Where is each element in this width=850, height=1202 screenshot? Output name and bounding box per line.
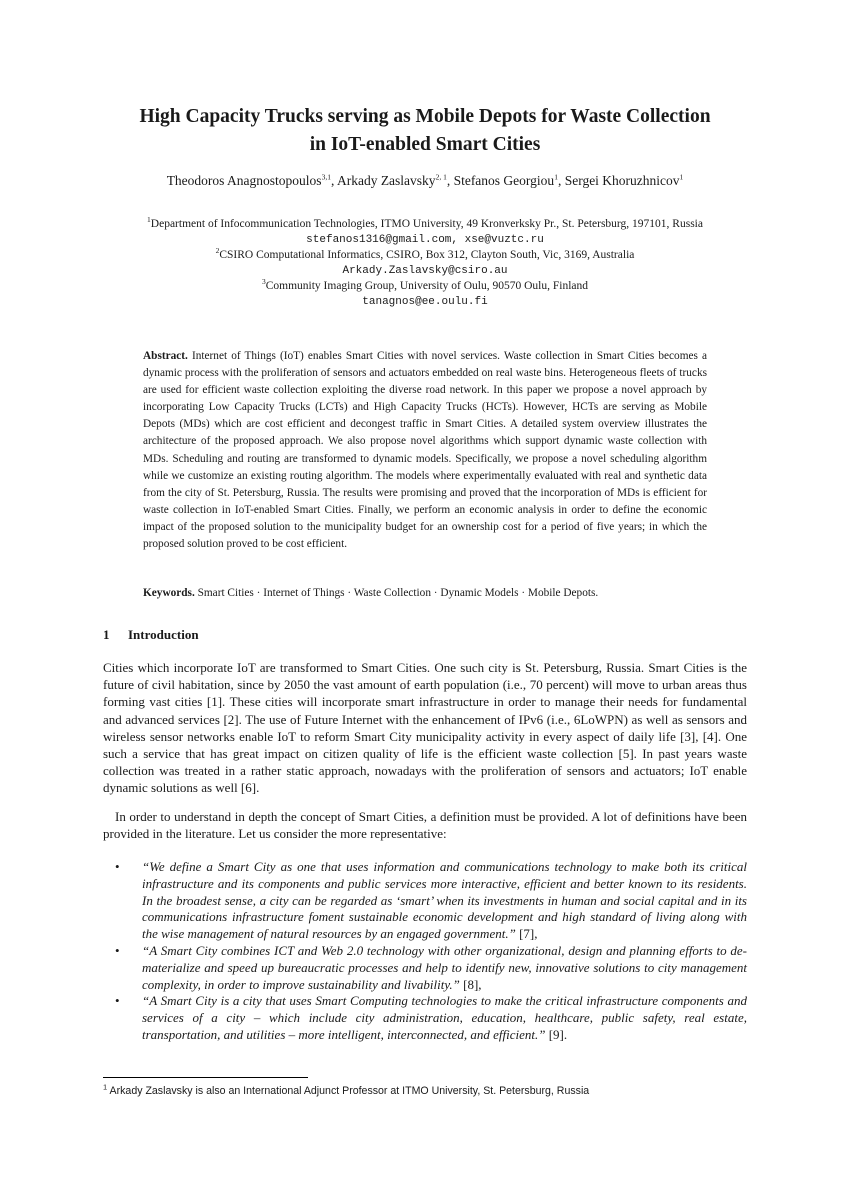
affil-mark: 3	[261, 277, 266, 287]
author-separator: ,	[446, 173, 454, 188]
abstract-label: Abstract.	[143, 350, 188, 362]
list-item	[103, 943, 747, 993]
affiliation-3	[60, 279, 790, 295]
affiliation-1	[60, 217, 790, 233]
affiliations	[60, 217, 790, 310]
list-item	[103, 993, 747, 1043]
title-line-2: in IoT-enabled Smart Cities	[309, 134, 541, 155]
affil-mark: 1	[147, 215, 151, 225]
quote-text: “We define a Smart City as one that uses information and communications technology to make both its critical infrastructure and its components and public services more interactive, efficient and better known to its residents. In the broadest sense, a city can be regarded as ‘smart’ when its investments in human and social capital and in its communications infrastructure foment sustainable economic development and high standard of living along with the wise management of natural resources by an engaged government.”	[142, 859, 747, 942]
keywords-label: Keywords.	[143, 587, 195, 599]
citation: [7],	[515, 926, 538, 942]
author-name: Arkady Zaslavsky	[336, 173, 436, 188]
author-affil-mark: 1	[554, 172, 558, 182]
affil-email[interactable]: Arkady.Zaslavsky@csiro.au	[342, 264, 508, 277]
quote-text: “A Smart City combines ICT and Web 2.0 technology with other organizational, design and planning efforts to de-materialize and speed up bureaucratic processes and help to identify new, innovative solutions to city management complexity, in order to improve sustainability and livability.”	[142, 942, 747, 992]
abstract-text: Internet of Things (IoT) enables Smart Cities with novel services. Waste collection in Smart Cities becomes a dynamic process with the proliferation of sensors and actuators embedded on real waste bins. Heterogeneous fleets of trucks are used for efficient waste collection exploiting the diverse road network. In this paper we propose a novel approach by incorporating Low Capacity Trucks (LCTs) and High Capacity Trucks (HCTs). However, HCTs are serving as Mobile Depots (MDs) which are cost efficient and decongest traffic in Smart Cities. A detailed system overview illustrates the architecture of the proposed approach. We also propose novel algorithms which support dynamic waste collection with MDs. Scheduling and routing are transformed to dynamic models. Specifically, we propose a novel scheduling algorithm while we customize an existing routing algorithm. The models where experimentally evaluated with real and synthetic data from the city of St. Petersburg, Russia. The results were promising and proved that the incorporation of MDs is efficient for waste collection in IoT-enabled Smart Cities. Finally, we perform an economic analysis in order to define the economic impact of the proposed solution to the municipality budget for an ownership cost for a period of five years; in which the proposed solution proved to be cost efficient.	[143, 350, 707, 551]
paragraph: Cities which incorporate IoT are transformed to Smart Cities. One such city is St. Petersburg, Russia. Smart Cities is the future of civil habitation, since by 2050 the vast amount of earth population (i.e., 70 percent) will move to urban areas thus forming vast cities [1]. These cities will incorporate smart infrastructure in order to manage their needs for fundamental and advanced services [2]. The use of Future Internet with the enhancement of IPv6 (i.e., 6LoWPN) as well as sensors and wireless sensor networks enable IoT to reform Smart City municipality activity in every aspect of daily life [3], [4]. One such a service that has great impact on citizen quality of life is the efficient waste collection [5]. In past years waste collection was treated in a rather static approach, nowadays with the proliferation of sensors and actuators; IoT enable dynamic solutions as well [6].	[103, 660, 747, 796]
author-affil-mark: 1	[679, 172, 684, 182]
paragraph: In order to understand in depth the concept of Smart Cities, a definition must be provided. A lot of definitions have been provided in the literature. Let us consider the more representative:	[103, 809, 747, 842]
quote-text: “A Smart City is a city that uses Smart Computing technologies to make the critical infrastructure components and services of a city – which include city administration, education, healthcare, public safety, real estate, transportation, and utilities – more intelligent, interconnected, and efficient.”	[142, 993, 747, 1042]
author-affil-mark: 3,1	[321, 172, 331, 182]
affil-email[interactable]: tanagnos@ee.oulu.fi	[362, 295, 488, 308]
title-line-1: High Capacity Trucks serving as Mobile Depots for Waste Collection	[139, 106, 711, 127]
section-heading	[103, 626, 199, 644]
keywords	[143, 585, 707, 601]
affil-text: Community Imaging Group, University of Oulu, 90570 Oulu, Finland	[265, 280, 589, 292]
affil-text: Department of Infocommunication Technologies, ITMO University, 49 Kronverksky Pr., St. Petersburg, 197101, Russia	[150, 218, 703, 230]
author-name: Stefanos Georgiou	[453, 173, 555, 188]
author-affil-mark: 2, 1	[435, 172, 447, 182]
author-separator: ,	[557, 173, 565, 188]
affil-email[interactable]: stefanos1316@gmail.com, xse@vuztc.ru	[306, 233, 544, 246]
citation: [9].	[545, 1026, 568, 1042]
footnote-mark: 1	[103, 1082, 108, 1092]
author-name: Theodoros Anagnostopoulos	[166, 173, 322, 188]
list-item	[103, 859, 747, 943]
definition-list	[103, 859, 747, 1044]
affiliation-2	[60, 248, 790, 264]
author-list	[60, 172, 790, 190]
bullet-icon: •	[115, 859, 120, 874]
footnote	[103, 1084, 589, 1098]
section-number: 1	[103, 627, 110, 642]
author-separator: ,	[330, 173, 337, 188]
affil-text: CSIRO Computational Informatics, CSIRO, Box 312, Clayton South, Vic, 3169, Australia	[219, 249, 635, 261]
footnote-divider	[103, 1077, 308, 1078]
keywords-text: Smart Cities · Internet of Things · Waste Collection · Dynamic Models · Mobile Depots.	[197, 587, 599, 599]
paper-title	[80, 103, 770, 159]
citation: [8],	[459, 976, 482, 992]
bullet-icon: •	[115, 993, 120, 1009]
abstract	[143, 348, 707, 553]
author-name: Sergei Khoruzhnicov	[564, 173, 680, 188]
affil-mark: 2	[215, 246, 220, 256]
section-title: Introduction	[128, 627, 199, 642]
bullet-icon: •	[115, 942, 120, 958]
footnote-text: Arkady Zaslavsky is also an International Adjunct Professor at ITMO University, St. Petersburg, Russia	[107, 1085, 590, 1097]
